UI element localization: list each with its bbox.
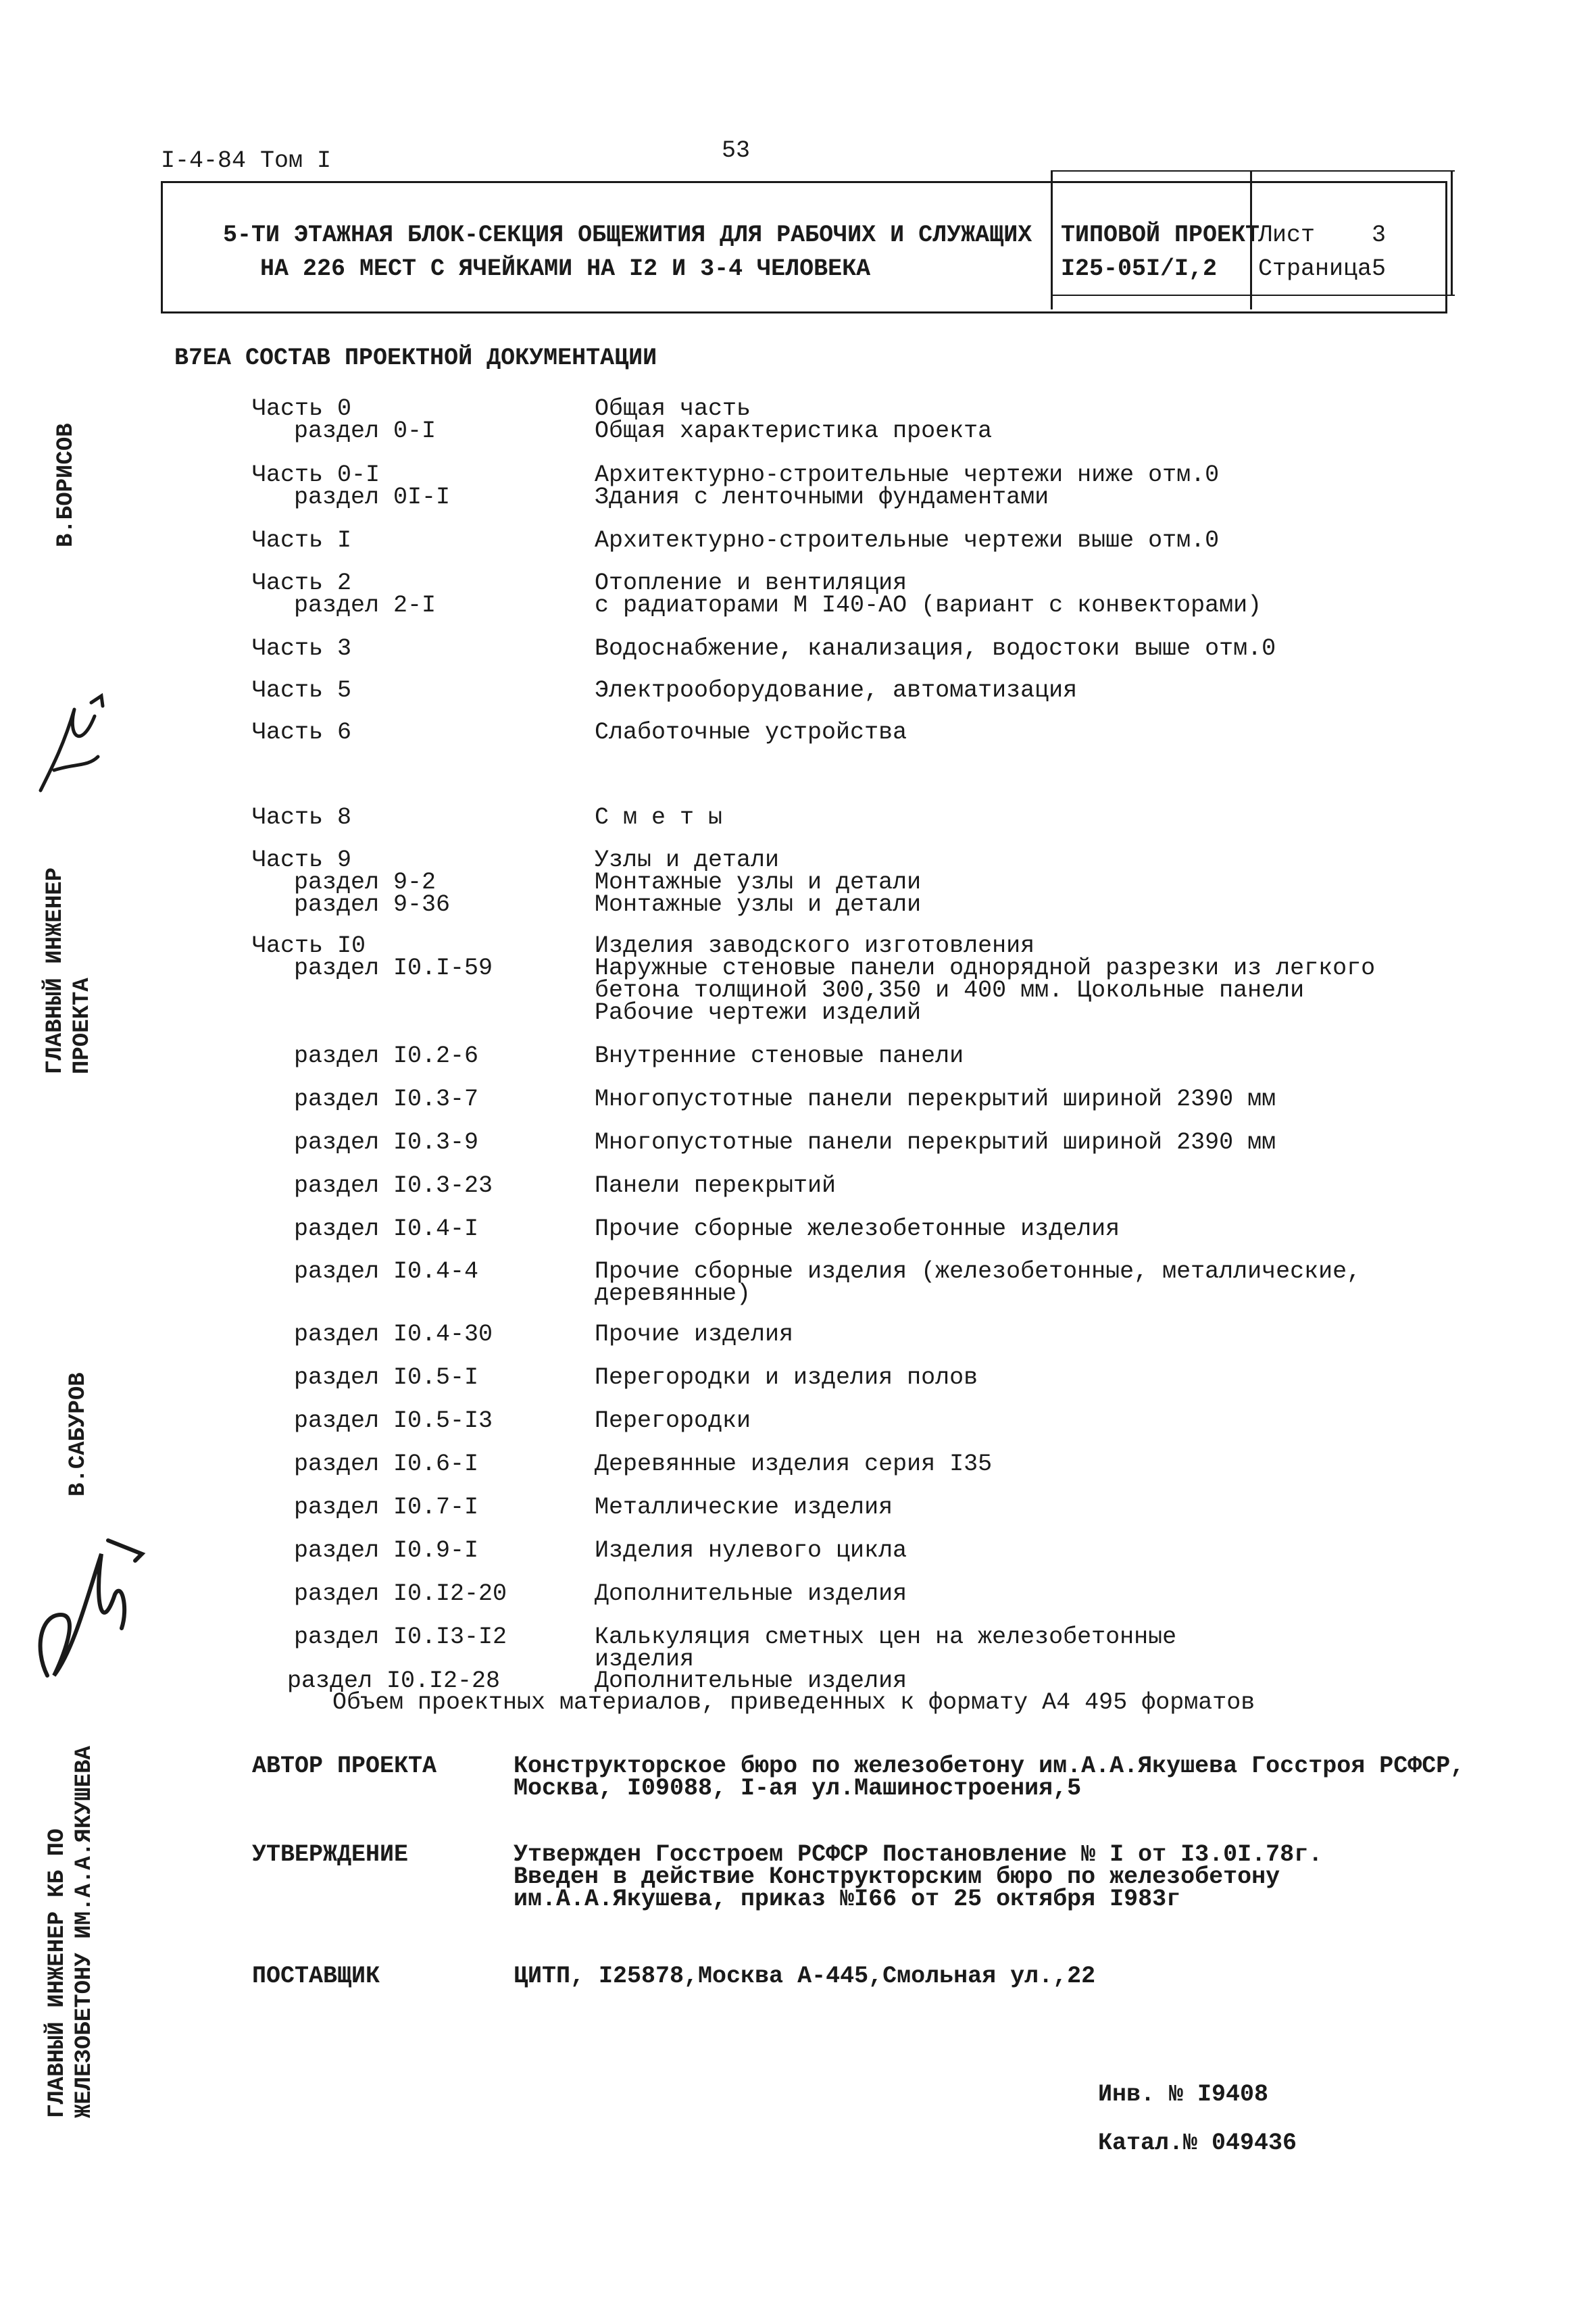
section-label: раздел 2-I bbox=[294, 592, 437, 619]
section-description: Рабочие чертежи изделий bbox=[595, 999, 922, 1026]
title-right-rule bbox=[1451, 170, 1453, 296]
title-line-1: 5-ТИ ЭТАЖНАЯ БЛОК-СЕКЦИЯ ОБЩЕЖИТИЯ ДЛЯ РАБОЧИХ И СЛУЖАЩИХ bbox=[223, 222, 1032, 249]
supplier-label: ПОСТАВЩИК bbox=[252, 1963, 380, 1990]
section-description: Прочие сборные железобетонные изделия bbox=[595, 1215, 1120, 1242]
approval-label: УТВЕРЖДЕНИЕ bbox=[252, 1841, 409, 1868]
margin-role-kb-org: ЖЕЛЕЗОБЕТОНУ ИМ.А.А.ЯКУШЕВА bbox=[72, 1746, 97, 2118]
page-label: Страница bbox=[1258, 255, 1372, 282]
sheet-value: 3 bbox=[1372, 222, 1387, 249]
section-description: Дополнительные изделия bbox=[595, 1580, 907, 1607]
section-label: раздел I0.5-I bbox=[294, 1364, 479, 1391]
section-description: Здания с ленточными фундаментами bbox=[595, 484, 1049, 511]
section-title: В7ЕА СОСТАВ ПРОЕКТНОЙ ДОКУМЕНТАЦИИ bbox=[174, 345, 657, 372]
catalog-number: Катал.№ 049436 bbox=[1098, 2130, 1297, 2157]
document-reference: I-4-84 Том I bbox=[161, 147, 332, 174]
signature-saburov bbox=[20, 1513, 149, 1689]
author-line-2: Москва, I09088, I-ая ул.Машиностроения,5 bbox=[514, 1775, 1082, 1802]
title-divider-1 bbox=[1051, 172, 1053, 309]
margin-name-saburov: В.САБУРОВ bbox=[66, 1372, 91, 1496]
part-description: Изделия заводского изготовления bbox=[595, 932, 1035, 959]
section-label: раздел 0-I bbox=[294, 418, 437, 445]
section-label: раздел 9-2 bbox=[294, 869, 437, 896]
section-description: изделия bbox=[595, 1646, 695, 1673]
part-description: Водоснабжение, канализация, водостоки выше отм.0 bbox=[595, 635, 1276, 662]
section-description: бетона толщиной 300,350 и 400 мм. Цокольные панели bbox=[595, 977, 1305, 1004]
project-label: ТИПОВОЙ ПРОЕКТ bbox=[1061, 222, 1260, 249]
part-label: Часть 8 bbox=[252, 804, 352, 831]
margin-role-chief-engineer: ГЛАВНЫЙ ИНЖЕНЕР bbox=[43, 867, 68, 1074]
section-label: раздел 0I-I bbox=[294, 484, 451, 511]
title-bottom-rule bbox=[1051, 295, 1455, 296]
approval-line-1: Утвержден Госстроем РСФСР Постановление № I от I3.0I.78г. bbox=[514, 1841, 1323, 1868]
part-description: Общая часть bbox=[595, 395, 751, 422]
part-description: Слаботочные устройства bbox=[595, 719, 907, 746]
title-top-rule bbox=[1051, 170, 1455, 172]
title-line-2: НА 226 МЕСТ С ЯЧЕЙКАМИ НА I2 И 3-4 ЧЕЛОВЕКА bbox=[260, 255, 871, 282]
author-label: АВТОР ПРОЕКТА bbox=[252, 1753, 437, 1780]
section-label: раздел I0.I-59 bbox=[294, 955, 493, 982]
section-description: Перегородки и изделия полов bbox=[595, 1364, 978, 1391]
section-description: с радиаторами М I40-АО (вариант с конвекторами) bbox=[595, 592, 1262, 619]
section-label: раздел 9-36 bbox=[294, 891, 451, 918]
section-description: Изделия нулевого цикла bbox=[595, 1537, 907, 1564]
section-description: Прочие изделия bbox=[595, 1321, 794, 1348]
section-description: Деревянные изделия серия I35 bbox=[595, 1451, 993, 1478]
section-label: раздел I0.5-I3 bbox=[294, 1407, 493, 1434]
part-label: Часть 0 bbox=[252, 395, 352, 422]
section-description: Наружные стеновые панели однорядной разрезки из легкого bbox=[595, 955, 1376, 982]
sheet-label: Лист bbox=[1258, 222, 1316, 249]
supplier-line-1: ЦИТП, I25878,Москва А-445,Смольная ул.,22 bbox=[514, 1963, 1096, 1990]
author-line-1: Конструкторское бюро по железобетону им.А.А.Якушева Госстроя РСФСР, bbox=[514, 1753, 1465, 1780]
section-label: раздел I0.2-6 bbox=[294, 1042, 479, 1070]
section-description: Внутренние стеновые панели bbox=[595, 1042, 964, 1070]
section-description: Перегородки bbox=[595, 1407, 751, 1434]
approval-line-3: им.А.А.Якушева, приказ №I66 от 25 октября I983г bbox=[514, 1886, 1181, 1913]
part-label: Часть I bbox=[252, 527, 352, 554]
part-description: Архитектурно-строительные чертежи ниже отм.0 bbox=[595, 461, 1220, 488]
section-description: Панели перекрытий bbox=[595, 1172, 837, 1199]
section-label: раздел I0.3-7 bbox=[294, 1086, 479, 1113]
part-description: Отопление и вентиляция bbox=[595, 570, 907, 597]
signature-borisov bbox=[27, 689, 108, 804]
inventory-number: Инв. № I9408 bbox=[1098, 2081, 1269, 2108]
part-description: Электрооборудование, автоматизация bbox=[595, 677, 1078, 704]
part-label: Часть 9 bbox=[252, 847, 352, 874]
part-label: Часть 0-I bbox=[252, 461, 380, 488]
section-description: Металлические изделия bbox=[595, 1494, 893, 1521]
section-description: Дополнительные изделия bbox=[595, 1667, 907, 1694]
section-description: Прочие сборные изделия (железобетонные, металлические, bbox=[595, 1258, 1362, 1285]
section-label: раздел I0.3-23 bbox=[294, 1172, 493, 1199]
section-description: Монтажные узлы и детали bbox=[595, 891, 922, 918]
section-description: Многопустотные панели перекрытий шириной 2390 мм bbox=[595, 1129, 1276, 1156]
volume-note: Объем проектных материалов, приведенных к формату А4 495 форматов bbox=[332, 1689, 1255, 1716]
section-description: Общая характеристика проекта bbox=[595, 418, 993, 445]
part-description: Узлы и детали bbox=[595, 847, 780, 874]
part-label: Часть I0 bbox=[252, 932, 366, 959]
margin-role-kb-chief: ГЛАВНЫЙ ИНЖЕНЕР КБ ПО bbox=[45, 1828, 70, 2118]
section-label: раздел I0.6-I bbox=[294, 1451, 479, 1478]
page-value: 5 bbox=[1372, 255, 1387, 282]
section-description: Многопустотные панели перекрытий шириной 2390 мм bbox=[595, 1086, 1276, 1113]
section-label: раздел I0.I2-20 bbox=[294, 1580, 507, 1607]
section-label: раздел I0.7-I bbox=[294, 1494, 479, 1521]
section-label: раздел I0.I3-I2 bbox=[294, 1624, 507, 1651]
page-number: 53 bbox=[722, 137, 751, 164]
part-label: Часть 3 bbox=[252, 635, 352, 662]
section-description: Калькуляция сметных цен на железобетонные bbox=[595, 1624, 1177, 1651]
section-description: деревянные) bbox=[595, 1280, 751, 1307]
section-label: раздел I0.I2-28 bbox=[287, 1667, 501, 1694]
part-description: С м е т ы bbox=[595, 804, 723, 831]
section-label: раздел I0.9-I bbox=[294, 1537, 479, 1564]
part-label: Часть 6 bbox=[252, 719, 352, 746]
section-label: раздел I0.4-30 bbox=[294, 1321, 493, 1348]
part-description: Архитектурно-строительные чертежи выше отм.0 bbox=[595, 527, 1220, 554]
part-label: Часть 2 bbox=[252, 570, 352, 597]
part-label: Часть 5 bbox=[252, 677, 352, 704]
section-label: раздел I0.4-I bbox=[294, 1215, 479, 1242]
project-code: I25-05I/I,2 bbox=[1061, 255, 1218, 282]
section-label: раздел I0.3-9 bbox=[294, 1129, 479, 1156]
margin-role-project: ПРОЕКТА bbox=[70, 978, 95, 1074]
section-description: Монтажные узлы и детали bbox=[595, 869, 922, 896]
margin-name-borisov: В.БОРИСОВ bbox=[53, 423, 79, 547]
approval-line-2: Введен в действие Конструкторским бюро по железобетону bbox=[514, 1863, 1280, 1890]
section-label: раздел I0.4-4 bbox=[294, 1258, 479, 1285]
